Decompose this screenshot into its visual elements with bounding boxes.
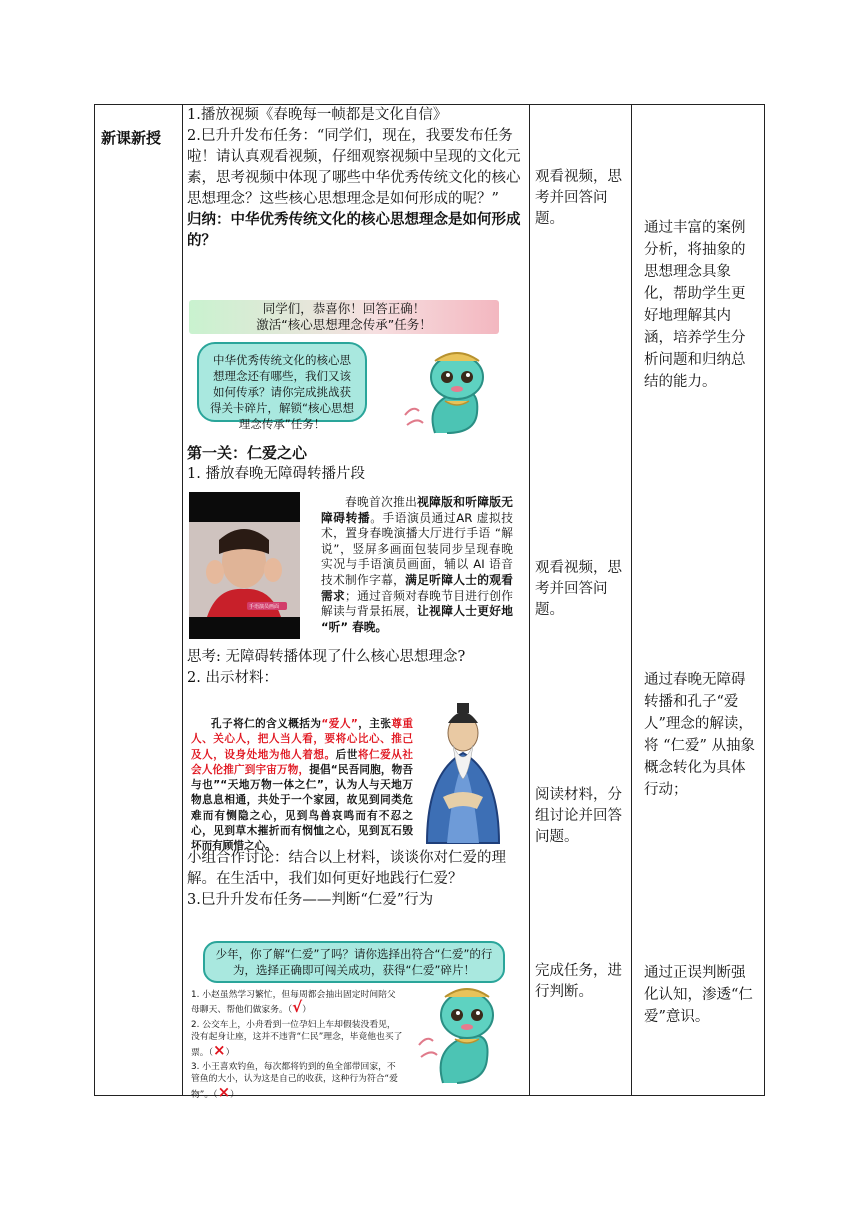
success-banner: [189, 300, 501, 336]
bubble-text: 中华优秀传统文化的核心思想理念还有哪些，我们又该如何传承？请你完成挑战获得关卡碎片，解锁“核心思想理念传承”任务！: [210, 353, 354, 431]
summary-text: 归纳：中华优秀传统文化的核心思想理念是如何形成的？: [187, 212, 521, 249]
student-activity-4: 完成任务，进行判断。: [535, 963, 622, 1000]
level1-step1: 1. 播放春晚无障碍转播片段: [187, 466, 365, 482]
think-block: [187, 647, 527, 689]
snake-mascot-icon: [395, 345, 495, 437]
discussion-block: [187, 848, 527, 911]
teacher-column: [187, 105, 525, 252]
cross-mark-icon: ×: [217, 1082, 231, 1101]
judge-item: 3. 小王喜欢钓鱼，每次都将钓到的鱼全部带回家，不管鱼的大小，认为这是自己的收获，这种行为符合“爱物”。（×）: [191, 1062, 398, 1101]
col-divider: [631, 105, 632, 1095]
mascot-speech-bubble: [197, 342, 367, 431]
step3: 3.巳升升发布任务——判断“仁爱”行为: [187, 892, 434, 908]
cross-mark-icon: ×: [213, 1040, 226, 1059]
design-intent-3: 通过正误判断强化认知，渗透“仁爱”意识。: [644, 965, 753, 1025]
confucius-figure-icon: [417, 697, 509, 845]
level1-block: [187, 443, 525, 485]
task-speech-bubble: [203, 941, 505, 983]
banner-line-2: 激活“核心思想理念传承”任务！: [256, 317, 432, 332]
snake-mascot-icon: [413, 981, 505, 1087]
confucius-material: 孔子将仁的含义概括为“爱人”，主张尊重人、关心人，把人当人看，要将心比心、推己及人，设身处地为他人着想。后世将仁爱从社会人伦推广到宇宙万物，提倡“民吾同胞，物吾与也”“天地万物一体之仁”，认为人与天地万物息息相通，共处于一个家园，故见到同类危难而有恻隐之心，见到鸟兽哀鸣而有不忍之心，见到草木摧折而有悯恤之心，见到瓦石毁坏而有顾惜之心。: [191, 718, 414, 853]
intro-line-2: 2.巳升升发布任务：“同学们，现在，我要发布任务啦！请认真观看视频，仔细观察视频中呈现的文化元素，思考视频中体现了哪些中华优秀传统文化的核心思想理念？这些核心思想理念是如何形成的呢？”: [187, 128, 521, 207]
task-bubble-text: 少年，你了解“仁爱”了吗？请你选择出符合“仁爱”的行为，选择正确即可闯关成功，获得“仁爱”碎片！: [215, 947, 493, 977]
check-mark-icon: √: [292, 998, 303, 1017]
sign-language-photo: [189, 492, 300, 639]
judge-item: 2. 公交车上，小舟看到一位孕妇上车却假装没看见，没有起身让座，这并不违背“仁民”理念，毕竟他也买了票。（×）: [191, 1019, 403, 1059]
judge-list: [191, 989, 403, 1101]
design-intent-1: 通过丰富的案例分析，将抽象的思想理念具象化，帮助学生更好地理解其内涵，培养学生分析问题和归纳总结的能力。: [644, 220, 746, 390]
lesson-table: [94, 104, 765, 1101]
discussion-text: 小组合作讨论：结合以上材料，谈谈你对仁爱的理解。在生活中，我们如何更好地践行仁爱？: [187, 850, 506, 887]
student-activity-2: 观看视频，思考并回答问题。: [535, 560, 622, 618]
barrier-free-text: 春晚首次推出视障版和听障版无障碍转播。手语演员通过AR 虚拟技术，置身春晚演播大厅进行手语 “解说”，竖屏多画面包装同步呈现春晚实况与手语演员画面，辅以 AI 语音技术制作字幕，满足听障人士的观看需求；通过音频对春晚节目进行创作解读与背景拓展，让视障人士更好地 “听” 春晚。: [321, 495, 513, 634]
step2: 2. 出示材料：: [187, 670, 278, 686]
col-divider: [529, 105, 530, 1095]
think-question: 思考: 无障碍转播体现了什么核心思想理念?: [187, 649, 466, 665]
banner-line-1: 同学们，恭喜你！回答正确！: [262, 301, 426, 316]
col-divider: [182, 105, 183, 1095]
intro-line-1: 1.播放视频《春晚每一帧都是文化自信》: [187, 107, 448, 123]
level1-title: 第一关：仁爱之心: [187, 444, 308, 462]
section-label: 新课新授: [101, 129, 162, 147]
photo-caption: 手语演员画面: [249, 604, 280, 610]
student-activity-1: 观看视频，思考并回答问题。: [535, 169, 622, 227]
design-intent-2: 通过春晚无障碍转播和孔子“爱人”理念的解读，将 “仁爱” 从抽象概念转化为具体行动；: [644, 672, 756, 798]
judge-item: 1. 小赵虽然学习繁忙，但每周都会抽出固定时间陪父母聊天、帮他们做家务。（√）: [191, 990, 396, 1017]
student-activity-3: 阅读材料，分组讨论并回答问题。: [535, 787, 622, 845]
